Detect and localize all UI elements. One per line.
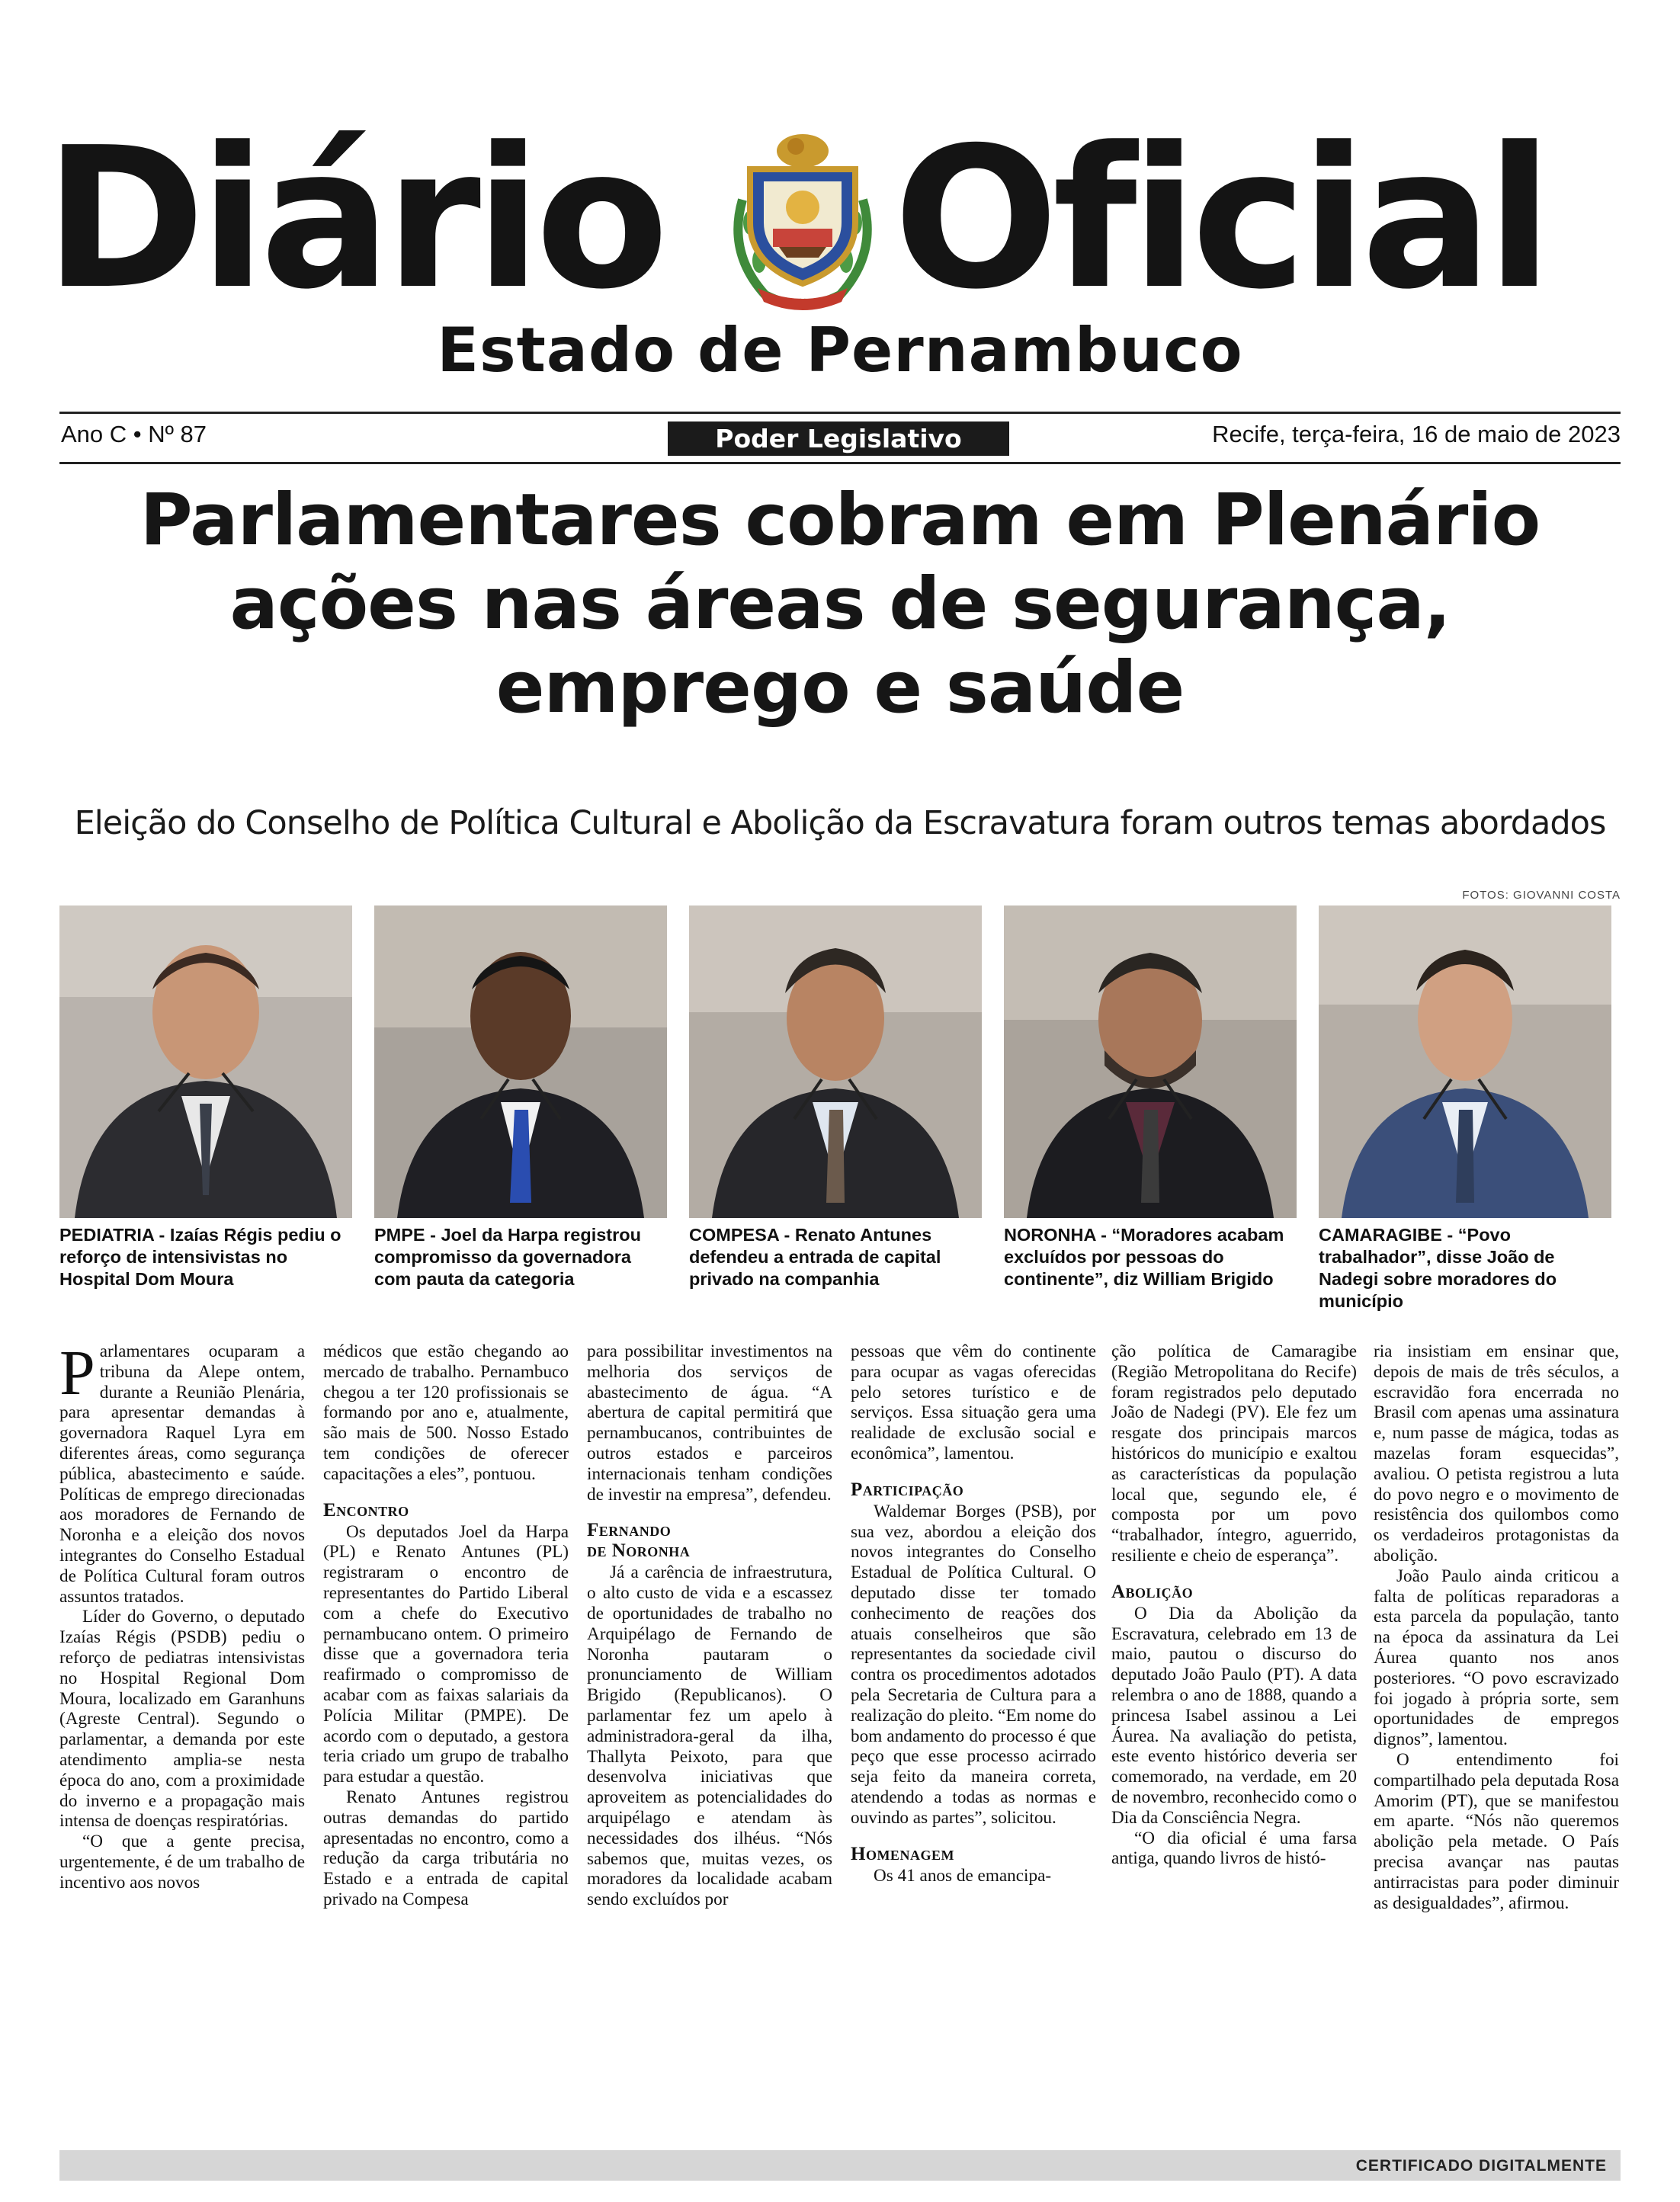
section-heading: Abolição xyxy=(1111,1581,1194,1602)
article-paragraph: Já a carência de infraestrutura, o alto custo de vida e a escassez de oportunidades de trabalho no Arquipélago de Fernando de Noronha pautaram o pronunciamento de William Brigido (Republicanos). O parlamentar fez um apelo à administradora-geral da ilha, Thallyta Peixoto, para que desenvolva iniciativas que aproveitem as potencialidades do arquipélago e atendam às necessidades dos ilhéus. “Nós sabemos que, muitas vezes, os moradores da localidade acabam sendo excluídos por xyxy=(587,1563,832,1910)
section-heading xyxy=(587,1520,832,1561)
article-column-3 xyxy=(587,1341,832,1910)
section-heading: Participação xyxy=(851,1479,964,1500)
masthead-title-right: Oficial xyxy=(893,106,1547,332)
footer-bar xyxy=(59,2150,1621,2181)
digital-certificate-label: CERTIFICADO DIGITALMENTE xyxy=(1355,2157,1607,2175)
drop-cap: P xyxy=(59,1338,95,1409)
issue-number: Ano C • Nº 87 xyxy=(61,421,207,447)
article-paragraph: médicos que estão chegando ao mercado de trabalho. Pernambuco chegou a ter 120 profissionais se formando por ano e, atualmente, são mais de 500. Nosso Estado tem condições de oferecer capacitações a eles”, pontuou. xyxy=(323,1341,569,1484)
dateline: Recife, terça-feira, 16 de maio de 2023 xyxy=(1212,421,1621,447)
article-paragraph: “O que a gente precisa, urgentemente, é de um trabalho de incentivo aos novos xyxy=(59,1832,305,1893)
article-paragraph: Renato Antunes registrou outras demandas do partido apresentadas no encontro, como a redução da carga tributária no Estado e a entrada de capital privado na Compesa xyxy=(323,1787,569,1909)
article-paragraph: Waldemar Borges (PSB), por sua vez, abordou a eleição dos novos integrantes do Conselho Estadual de Política Cultural. O deputado disse ter tomado conhecimento de reações dos atuais conselheiros que são representantes da sociedade civil contra os procedimentos adotados pela Secretaria de Cultura para a realização do pleito. “Em nome do bom andamento do processo é que peço que esse processo acirrado seja feito da maneira correta, atendendo a todas as normas e ouvindo as partes”, solicitou. xyxy=(851,1501,1096,1828)
headline xyxy=(46,479,1634,730)
photo-joao-de-nadegi xyxy=(1319,905,1611,1218)
top-rule xyxy=(59,412,1621,414)
article-paragraph: O Dia da Abolição da Escravatura, celebrado em 13 de maio, pautou o discurso do deputado João Paulo (PT). A data relembra o ano de 1888, quando a princesa Isabel assinou a Lei Áurea. Na avaliação do petista, este evento histórico deveria ser comemorado, na verdade, em 20 de novembro, reconhecido como o Dia da Consciência Negra. xyxy=(1111,1603,1357,1828)
bottom-rule xyxy=(59,462,1621,464)
section-label: Poder Legislativo xyxy=(668,421,1009,456)
photo-renato-antunes xyxy=(689,905,982,1218)
heading-line: Fernando xyxy=(587,1520,672,1541)
photo-joel-da-harpa xyxy=(374,905,667,1218)
photo-caption: PEDIATRIA - Izaías Régis pediu o reforço de intensivistas no Hospital Dom Moura xyxy=(59,1225,341,1289)
article-column-1 xyxy=(59,1338,305,1893)
article-paragraph: Os deputados Joel da Harpa (PL) e Renato Antunes (PL) registraram o encontro de representantes do Partido Liberal com a chefe do Executivo pernambucano ontem. O primeiro disse que a governadora teria reafirmado o compromisso de acabar com as faixas salariais da Polícia Militar (PMPE). De acordo com o deputado, a gestora teria criado um grupo de trabalho para estudar a questão. xyxy=(323,1521,569,1787)
article-paragraph xyxy=(59,1338,305,1607)
photo-izaias-regis xyxy=(59,905,352,1218)
article-column-6 xyxy=(1374,1341,1619,1913)
article-paragraph: pessoas que vêm do continente para ocupar as vagas oferecidas pelo setores turístico e de serviços. Essa situação gera uma realidade de exclusão social e econômica”, lamentou. xyxy=(851,1341,1096,1463)
section-heading: Homenagem xyxy=(851,1843,954,1864)
photo-caption: CAMARAGIBE - “Povo trabalhador”, disse João de Nadegi sobre moradores do município xyxy=(1319,1225,1557,1311)
subheadline: Eleição do Conselho de Política Cultural e Abolição da Escravatura foram outros temas abordados xyxy=(74,804,1606,842)
article-column-4 xyxy=(851,1341,1096,1886)
photo-caption: PMPE - Joel da Harpa registrou compromisso da governadora com pauta da categoria xyxy=(374,1225,641,1289)
headline-line: ações nas áreas de segurança, xyxy=(229,563,1451,646)
photo-caption: COMPESA - Renato Antunes defendeu a entrada de capital privado na companhia xyxy=(689,1225,941,1289)
article-paragraph: ção política de Camaragibe (Região Metropolitana do Recife) foram registrados pelo deputado João de Nadegi (PV). Ele fez um resgate dos principais marcos históricos do município e exaltou as características da população local que, segundo ele, é composta por um povo “trabalhador, íntegro, aguerrido, resiliente e cheio de esperança”. xyxy=(1111,1341,1357,1566)
article-paragraph: João Paulo ainda criticou a falta de políticas reparadoras a esta parcela da população, tanto na época da assinatura da Lei Áurea quanto nos anos posteriores. “O povo escravizado foi jogado à própria sorte, sem oportunidades de empregos dignos”, lamentou. xyxy=(1374,1566,1619,1750)
photo-credit: FOTOS: GIOVANNI COSTA xyxy=(1462,889,1621,902)
coat-of-arms-icon xyxy=(720,131,886,313)
article-paragraph: Os 41 anos de emancipa- xyxy=(874,1865,1052,1886)
article-column-5 xyxy=(1111,1341,1357,1869)
heading-line: de Noronha xyxy=(587,1540,691,1562)
masthead xyxy=(0,0,1680,412)
article-paragraph: Líder do Governo, o deputado Izaías Régis (PSDB) pediu o reforço de pediatras intensivistas no Hospital Regional Dom Moura, localizado em Garanhuns (Agreste Central). Segundo o parlamentar, a demanda por este atendimento amplia-se nesta época do ano, com a proximidade do inverno e a propagação mais intensa de doenças respiratórias. xyxy=(59,1607,305,1832)
article-paragraph: para possibilitar investimentos na melhoria dos serviços de abastecimento de água. “A abertura de capital permitirá que pernambucanos, contribuintes de outros estados e parceiros internacionais tenham condições de investir na empresa”, defendeu. xyxy=(587,1341,832,1505)
article-paragraph: “O dia oficial é uma farsa antiga, quando livros de histó- xyxy=(1111,1828,1357,1869)
section-heading: Encontro xyxy=(323,1499,409,1521)
masthead-subtitle: Estado de Pernambuco xyxy=(437,315,1243,386)
article-paragraph: O entendimento foi compartilhado pela deputada Rosa Amorim (PT), que se manifestou em aparte. “Nós não queremos abolição pela metade. O País precisa avançar nas pautas antirracistas para poder diminuir as desigualdades”, afirmou. xyxy=(1374,1749,1619,1913)
photo-caption: NORONHA - “Moradores acabam excluídos por pessoas do continente”, diz William Brigido xyxy=(1004,1225,1284,1289)
headline-line: emprego e saúde xyxy=(495,646,1185,729)
paragraph-text: arlamentares ocuparam a tribuna da Alepe ontem, durante a Reunião Plenária, para apresentar demandas à governadora Raquel Lyra em diferentes áreas, como segurança pública, abastecimento e saúde. Políticas de emprego direcionadas aos moradores de Fernando de Noronha e a eleição dos novos integrantes do Conselho Estadual de Política Cultural foram outros assuntos tratados. xyxy=(59,1341,305,1607)
masthead-title-left: Diário xyxy=(44,106,663,332)
article-paragraph: ria insistiam em ensinar que, depois de mais de três séculos, a escravidão fora encerrada no Brasil com apenas uma assinatura e, num passe de mágica, todas as mazelas foram esquecidas”, avaliou. O petista registrou a luta do povo negro e o movimento de resistência dos quilombos como os verdadeiros protagonistas da abolição. xyxy=(1374,1341,1619,1566)
photo-william-brigido xyxy=(1004,905,1297,1218)
headline-line: Parlamentares cobram em Plenário xyxy=(139,479,1541,562)
article-column-2 xyxy=(323,1341,569,1910)
